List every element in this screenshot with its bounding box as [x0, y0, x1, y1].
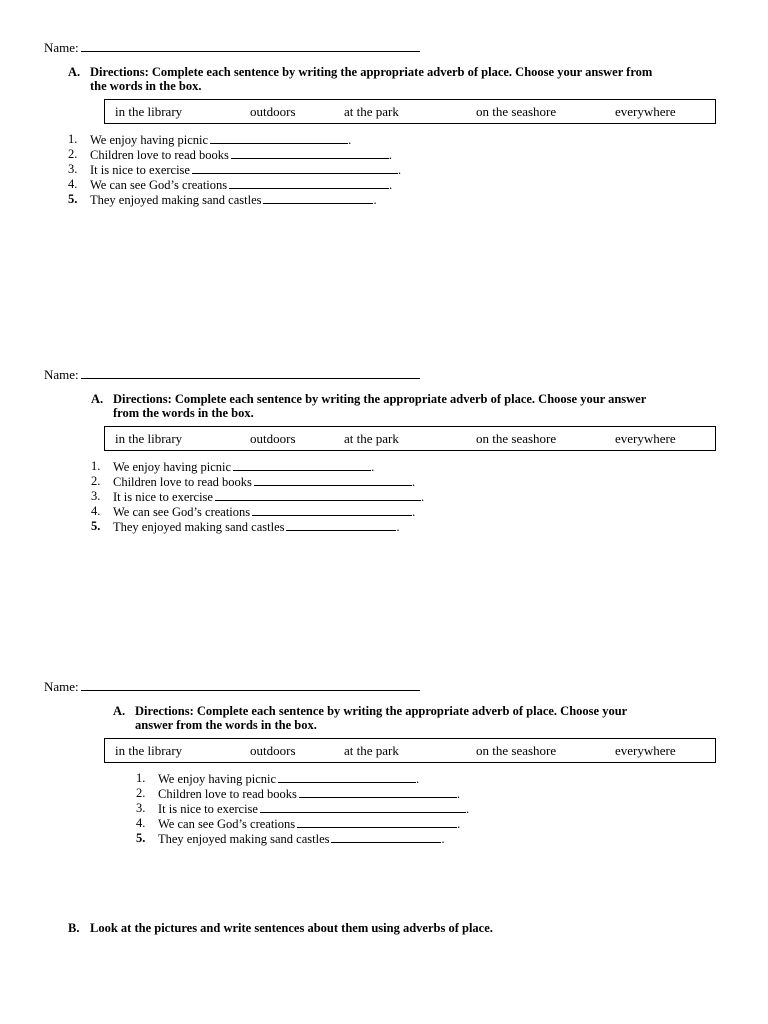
name-blank[interactable]	[81, 366, 420, 379]
word-box-item: outdoors	[250, 104, 296, 119]
word-box-item: everywhere	[615, 743, 676, 758]
question-text: We can see God’s creations	[90, 178, 228, 192]
name-blank[interactable]	[81, 678, 420, 691]
question-number: 4.	[91, 504, 101, 518]
question-period: .	[397, 163, 402, 177]
question-period: .	[348, 133, 352, 147]
word-box	[104, 99, 716, 124]
name-line	[44, 366, 420, 383]
question-period: .	[416, 772, 420, 786]
answer-blank[interactable]	[297, 816, 457, 828]
question-number: 3.	[136, 801, 146, 815]
name-label: Name:	[44, 367, 79, 382]
answer-blank[interactable]	[263, 192, 373, 204]
question-text: Children love to read books	[90, 148, 229, 162]
question-period: .	[389, 178, 393, 192]
question-number: 1.	[136, 771, 146, 785]
directions-line: the words in the box.	[90, 79, 202, 93]
answer-blank[interactable]	[252, 504, 412, 516]
answer-blank[interactable]	[286, 519, 396, 531]
directions	[68, 65, 728, 95]
question-text: We enjoy having picnic	[158, 772, 277, 786]
section-letter: A.	[113, 704, 126, 718]
word-box-item: at the park	[344, 104, 399, 119]
directions-line: Directions: Complete each sentence by writing the appropriate adverb of place. Choose your	[135, 704, 628, 718]
directions	[113, 704, 723, 734]
question-text: We can see God’s creations	[158, 817, 296, 831]
answer-blank[interactable]	[192, 162, 398, 174]
name-line	[44, 678, 420, 695]
question-number: 4.	[136, 816, 146, 830]
word-box-item: on the seashore	[476, 431, 557, 446]
answer-blank[interactable]	[254, 474, 412, 486]
question-text: It is nice to exercise	[90, 163, 190, 177]
word-box-item: on the seashore	[476, 104, 557, 119]
answer-blank[interactable]	[260, 801, 466, 813]
answer-blank[interactable]	[229, 177, 389, 189]
answer-blank[interactable]	[278, 771, 416, 783]
question-period: .	[420, 490, 425, 504]
question-number: 3.	[68, 162, 78, 176]
name-label: Name:	[44, 679, 79, 694]
question-period: .	[412, 505, 416, 519]
word-box-item: outdoors	[250, 431, 296, 446]
question-text: They enjoyed making sand castles	[90, 193, 262, 207]
directions-line: Directions: Complete each sentence by writing the appropriate adverb of place. Choose your answer from	[90, 65, 653, 79]
question-text: They enjoyed making sand castles	[113, 520, 285, 534]
answer-blank[interactable]	[210, 132, 348, 144]
word-box-item: everywhere	[615, 104, 676, 119]
directions-line: Directions: Complete each sentence by writing the appropriate adverb of place. Choose your answer	[113, 392, 647, 406]
question-period: .	[396, 520, 400, 534]
word-box-item: on the seashore	[476, 743, 557, 758]
question-period: .	[371, 460, 375, 474]
word-box-item: at the park	[344, 743, 399, 758]
question-text: We enjoy having picnic	[90, 133, 209, 147]
directions	[91, 392, 731, 422]
question-number: 2.	[68, 147, 78, 161]
question-text: Children love to read books	[158, 787, 297, 801]
answer-blank[interactable]	[299, 786, 457, 798]
word-box	[104, 426, 716, 451]
question-number: 5.	[68, 192, 78, 206]
directions-line: answer from the words in the box.	[135, 718, 317, 732]
part-b-text: Look at the pictures and write sentences about them using adverbs of place.	[90, 921, 493, 935]
question-number: 1.	[68, 132, 78, 146]
question-text: We enjoy having picnic	[113, 460, 232, 474]
answer-blank[interactable]	[231, 147, 389, 159]
question-period: .	[373, 193, 377, 207]
question-number: 2.	[91, 474, 101, 488]
question-number: 5.	[91, 519, 101, 533]
word-box-item: in the library	[115, 104, 183, 119]
question-text: Children love to read books	[113, 475, 252, 489]
name-label: Name:	[44, 40, 79, 55]
answer-blank[interactable]	[233, 459, 371, 471]
question-text: They enjoyed making sand castles	[158, 832, 330, 846]
name-line	[44, 39, 420, 56]
word-box-item: in the library	[115, 431, 183, 446]
section-letter: A.	[68, 65, 81, 79]
answer-blank[interactable]	[215, 489, 421, 501]
word-box-item: outdoors	[250, 743, 296, 758]
word-box-item: everywhere	[615, 431, 676, 446]
part-b-instructions	[68, 921, 493, 936]
question-text: It is nice to exercise	[113, 490, 213, 504]
part-b-letter: B.	[68, 921, 80, 935]
question-number: 1.	[91, 459, 101, 473]
question-number: 4.	[68, 177, 78, 191]
word-box-item: in the library	[115, 743, 183, 758]
question-text: It is nice to exercise	[158, 802, 258, 816]
question-period: .	[456, 787, 460, 801]
question-period: .	[411, 475, 415, 489]
question-text: We can see God’s creations	[113, 505, 251, 519]
question-period: .	[457, 817, 461, 831]
question-period: .	[388, 148, 392, 162]
question-number: 5.	[136, 831, 146, 845]
section-letter: A.	[91, 392, 104, 406]
answer-blank[interactable]	[331, 831, 441, 843]
word-box-item: at the park	[344, 431, 399, 446]
question-period: .	[441, 832, 445, 846]
word-box	[104, 738, 716, 763]
directions-line: from the words in the box.	[113, 406, 254, 420]
question-number: 3.	[91, 489, 101, 503]
name-blank[interactable]	[81, 39, 420, 52]
question-number: 2.	[136, 786, 146, 800]
question-period: .	[465, 802, 470, 816]
